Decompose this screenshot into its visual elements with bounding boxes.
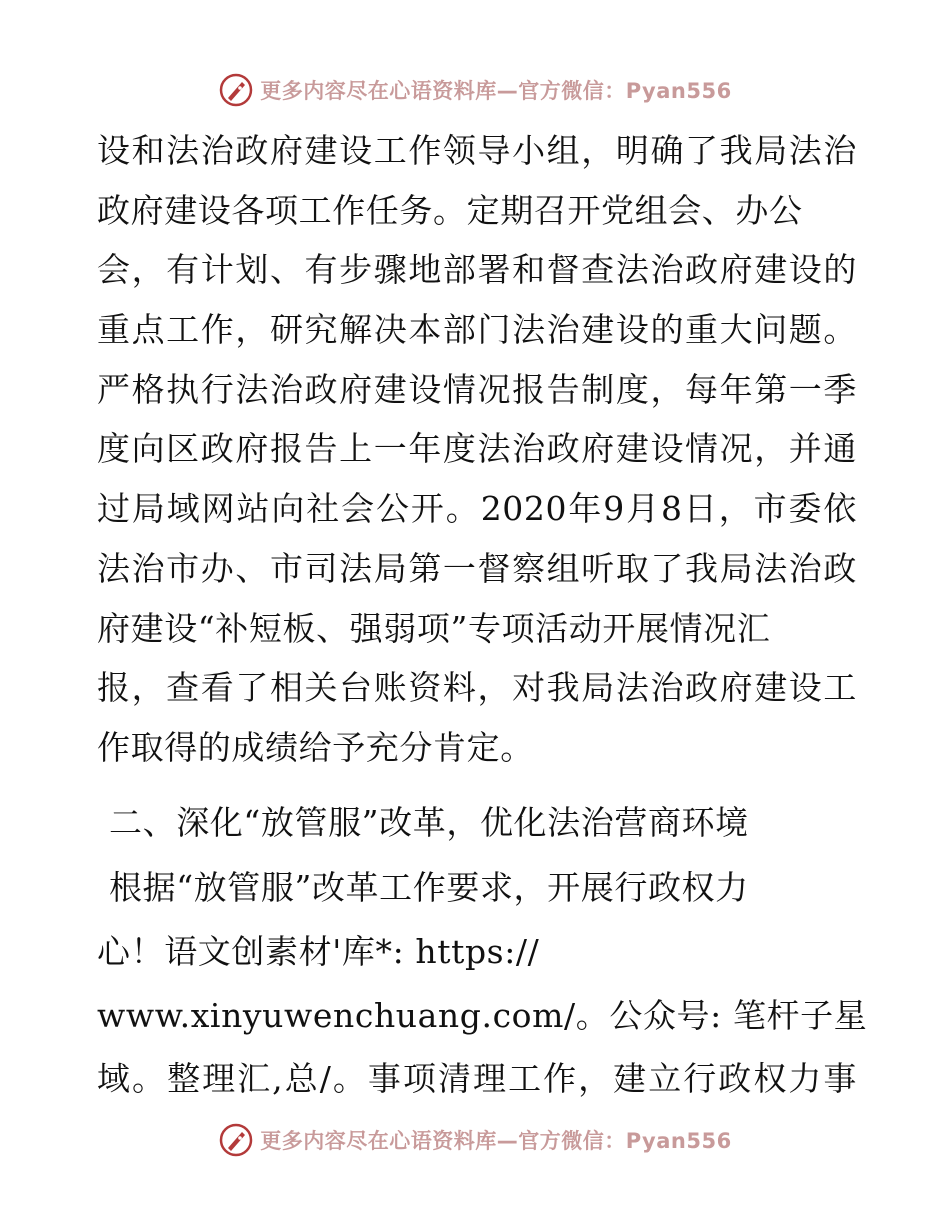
paragraph-line: 严格执行法治政府建设情况报告制度，每年第一季	[97, 369, 857, 409]
paragraph-line: 度向区政府报告上一年度法治政府建设情况，并通	[97, 429, 857, 469]
section-heading: 二、深化“放管服”改革，优化法治营商环境	[109, 802, 749, 842]
watermark-text: 更多内容尽在心语资料库—官方微信：Pyan556	[260, 79, 732, 103]
paragraph-line: 府建设“补短板、强弱项”专项活动开展情况汇	[97, 608, 771, 648]
paragraph-line: 重点工作，研究解决本部门法治建设的重大问题。	[97, 310, 857, 350]
paragraph-line: 设和法治政府建设工作领导小组，明确了我局法治	[97, 131, 857, 170]
header-watermark	[0, 70, 950, 110]
document-body	[97, 121, 868, 1109]
pen-nib-logo-icon	[218, 1122, 254, 1158]
paragraph-line: www.xinyuwenchuang.com/。公众号: 笔杆子星	[97, 995, 868, 1035]
pen-nib-logo-icon	[218, 72, 254, 108]
paragraph-line: 根据“放管服”改革工作要求，开展行政权力	[109, 868, 749, 908]
paragraph-line: 过局域网站向社会公开。2020年9月8日，市委依	[97, 489, 857, 529]
paragraph-line: 报，查看了相关台账资料，对我局法治政府建设工	[97, 668, 857, 708]
paragraph-line: 域。整理汇,总/。事项清理工作，建立行政权力事	[97, 1059, 857, 1099]
paragraph-line: 法治市办、市司法局第一督察组听取了我局法治政	[97, 548, 857, 588]
paragraph-line: 作取得的成绩给予充分肯定。	[97, 727, 534, 767]
paragraph-line: 政府建设各项工作任务。定期召开党组会、办公	[97, 190, 803, 230]
watermark-text: 更多内容尽在心语资料库—官方微信：Pyan556	[260, 1129, 732, 1153]
paragraph-line: 心！语文创素材'库*: https://	[97, 931, 540, 971]
footer-watermark	[0, 1120, 950, 1160]
paragraph-line: 会，有计划、有步骤地部署和督查法治政府建设的	[97, 250, 857, 290]
